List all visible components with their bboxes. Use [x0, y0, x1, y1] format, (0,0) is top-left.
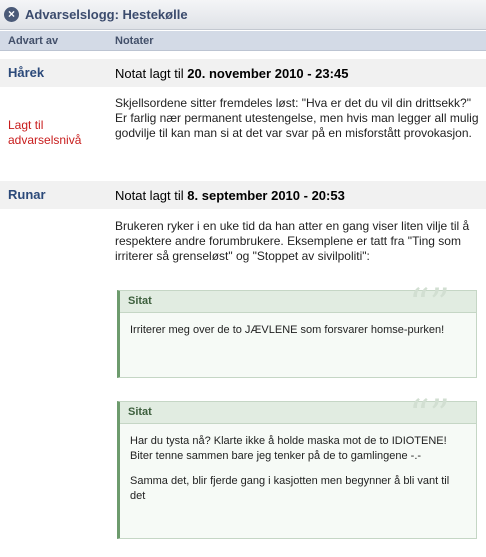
entry-note-paragraph: Er farlig nær permanent utestengelse, men hvis man legger all mulig godvilje til kan man si at det var svar på en misforstått provokasjon. — [115, 111, 479, 140]
entry-user-link[interactable]: Hårek — [8, 65, 45, 80]
quote-paragraph: Irriterer meg over de to JÆVLENE som forsvarer homse-purken! — [130, 324, 445, 336]
entry-date: 20. november 2010 - 23:45 — [187, 66, 349, 81]
entry-note-prefix: Notat lagt til — [115, 66, 184, 81]
quote-header — [120, 281, 476, 327]
quote-header — [120, 392, 476, 438]
warning-level-label: Lagt til advarselsnivå — [8, 118, 82, 147]
quote-mark-icon: “” — [409, 392, 450, 438]
entry-user-link[interactable]: Runar — [8, 187, 46, 202]
quote-block — [117, 392, 477, 539]
entry-note-prefix: Notat lagt til — [115, 188, 184, 203]
close-icon[interactable]: × — [4, 7, 19, 22]
quote-label: Sitat — [128, 406, 152, 418]
entry-header — [0, 181, 486, 209]
entry-note-text: Brukeren ryker i en uke tid da han atter en gang viser liten vilje til å respektere andre forumbrukere. Eksemplene er tatt fra "Ting som irriterer så grenseløst" og "Stoppet av sivilpoliti": — [115, 219, 470, 263]
quote-block — [117, 281, 477, 378]
entry-note-meta — [115, 66, 348, 81]
entry-header — [0, 59, 486, 87]
quote-mark-icon: “” — [409, 281, 450, 327]
entry-note-text — [115, 96, 481, 141]
entry-note-paragraph: Skjellsordene sitter fremdeles løst: "Hva er det du vil din drittsekk?" — [115, 96, 471, 110]
quote-paragraph: Samma det, blir fjerde gang i kasjotten men begynner å bli vant til det — [130, 475, 450, 502]
column-header — [0, 31, 486, 51]
window-title: Advarselslogg: Hestekølle — [25, 7, 188, 22]
quote-label: Sitat — [128, 295, 152, 307]
column-header-user: Advart av — [8, 35, 59, 47]
quote-paragraph: Har du tysta nå? Klarte ikke å holde maska mot de to IDIOTENE! Biter tenne sammen bare jeg tenker på de to gamlingene -.- — [130, 435, 447, 462]
entry-note-meta — [115, 188, 345, 203]
window-titlebar — [0, 0, 486, 30]
entry-date: 8. september 2010 - 20:53 — [187, 188, 345, 203]
column-header-notes: Notater — [115, 35, 154, 47]
